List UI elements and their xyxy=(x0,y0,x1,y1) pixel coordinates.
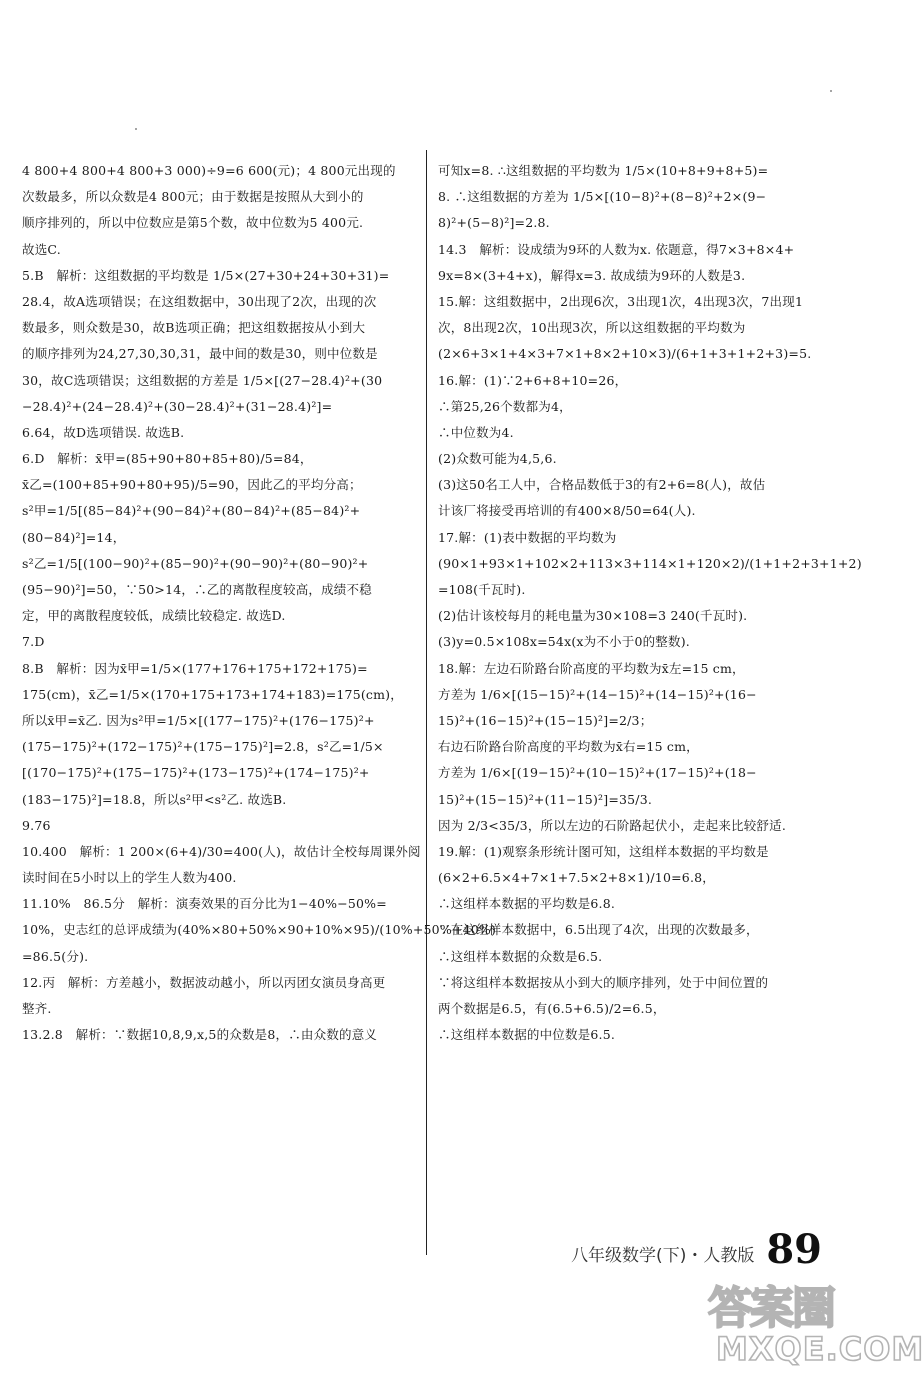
text-line: 次数最多，所以众数是4 800元；由于数据是按照从大到小的 xyxy=(22,189,364,205)
text-line: 因为 2/3<35/3，所以左边的石阶路起伏小，走起来比较舒适. xyxy=(438,817,787,833)
answer-entry xyxy=(438,525,862,656)
text-line: (175−175)²+(172−175)²+(175−175)²]=2.8，s²乙=1/5× xyxy=(22,739,384,755)
text-line: s²乙=1/5[(100−90)²+(85−90)²+(90−90)²+(80−90)²+ xyxy=(22,555,369,571)
text-line: 右边石阶路台阶高度的平均数为x̄右=15 cm， xyxy=(438,739,699,755)
text-line: (3)y=0.5×108x=54x(x为不小于0的整数). xyxy=(438,634,690,650)
text-line: 顺序排列的，所以中位数应是第5个数，故中位数为5 400元. xyxy=(22,215,364,231)
text-line: (6×2+6.5×4+7×1+7.5×2+8×1)/10=6.8， xyxy=(438,870,715,886)
text-line: 10.400 解析：1 200×(6+4)/30=400(人)，故估计全校每周课外阅 xyxy=(22,843,421,859)
answer-entry xyxy=(438,656,830,839)
watermark-logo xyxy=(708,1272,924,1382)
answer-entry xyxy=(22,1022,414,1048)
text-line: ∵在这组样本数据中，6.5出现了4次，出现的次数最多， xyxy=(438,922,759,938)
text-line: 30，故C选项错误；这组数据的方差是 1/5×[(27−28.4)²+(30 xyxy=(22,372,383,388)
text-line: 12.丙 解析：方差越小，数据波动越小，所以丙团女演员身高更 xyxy=(22,974,386,990)
text-line: 9.76 xyxy=(22,817,51,833)
text-line: =86.5(分). xyxy=(22,948,89,964)
text-line: s²甲=1/5[(85−84)²+(90−84)²+(80−84)²+(85−84)²+ xyxy=(22,503,361,519)
text-line: 16.解：(1)∵2+6+8+10=26， xyxy=(438,372,628,388)
text-line: ∴第25,26个数都为4， xyxy=(438,398,572,414)
answer-entry xyxy=(22,263,414,446)
text-line: 15.解：这组数据中，2出现6次，3出现1次，4出现3次，7出现1 xyxy=(438,293,804,309)
text-line: =108(千瓦时). xyxy=(438,582,526,597)
text-line: 所以x̄甲=x̄乙. 因为s²甲=1/5×[(177−175)²+(176−175)²+ xyxy=(22,712,375,728)
answer-entry xyxy=(22,158,414,263)
text-line: (3)这50名工人中，合格品数低于3的有2+6=8(人)，故估 xyxy=(438,477,766,493)
text-line: 15)²+(16−15)²+(15−15)²]=2/3； xyxy=(438,712,653,728)
text-line: [(170−175)²+(175−175)²+(173−175)²+(174−175)²+ xyxy=(22,765,370,781)
text-line: 11.10% 86.5分 解析：演奏效果的百分比为1−40%−50%= xyxy=(22,896,387,912)
answer-entry xyxy=(438,289,830,368)
text-line: 故选C. xyxy=(22,241,61,257)
text-line: 28.4，故A选项错误；在这组数据中，30出现了2次，出现的次 xyxy=(22,293,377,309)
text-line: 9x=8×(3+4+x)，解得x=3. 故成绩为9环的人数是3. xyxy=(438,267,746,283)
text-line: −28.4)²+(24−28.4)²+(30−28.4)²+(31−28.4)²]= xyxy=(22,398,333,414)
column-divider xyxy=(426,150,427,1255)
text-line: 15)²+(15−15)²+(11−15)²]=35/3. xyxy=(438,791,653,807)
text-line: 7.D xyxy=(22,634,45,650)
right-column xyxy=(438,158,862,1048)
page-footer xyxy=(571,1226,822,1273)
text-line: 18.解：左边石阶路台阶高度的平均数为x̄左=15 cm， xyxy=(438,660,745,676)
text-line: 175(cm)，x̄乙=1/5×(170+175+173+174+183)=175(cm)， xyxy=(22,686,403,702)
answer-entry xyxy=(22,813,414,839)
answer-entry xyxy=(22,839,421,891)
scan-dot xyxy=(135,128,137,130)
answer-entry xyxy=(22,446,414,629)
text-line: 两个数据是6.5，有(6.5+6.5)/2=6.5， xyxy=(438,1001,666,1016)
answer-entry xyxy=(22,656,414,813)
book-title: 八年级数学(下)・人教版 xyxy=(571,1246,755,1266)
watermark-cn: 答案圈 xyxy=(708,1283,834,1334)
text-line: (90×1+93×1+102×2+113×3+114×1+120×2)/(1+1+2+3+1+2) xyxy=(438,555,862,571)
text-line: ∵将这组样本数据按从小到大的顺序排列，处于中间位置的 xyxy=(438,974,769,990)
text-line: 8)²+(5−8)²]=2.8. xyxy=(438,215,550,231)
text-line: 次，8出现2次，10出现3次，所以这组数据的平均数为 xyxy=(438,320,746,336)
text-line: 方差为 1/6×[(15−15)²+(14−15)²+(14−15)²+(16− xyxy=(438,686,757,702)
text-line: ∴中位数为4. xyxy=(438,424,514,440)
text-line: (95−90)²]=50，∵50>14，∴乙的离散程度较高，成绩不稳 xyxy=(22,582,372,597)
text-line: 19.解：(1)观察条形统计图可知，这组样本数据的平均数是 xyxy=(438,843,769,859)
text-line: 整齐. xyxy=(22,1001,52,1016)
text-line: (2×6+3×1+4×3+7×1+8×2+10×3)/(6+1+3+1+2+3)=5. xyxy=(438,346,812,362)
text-line: (183−175)²]=18.8，所以s²甲<s²乙. 故选B. xyxy=(22,791,287,807)
text-line: ∴这组样本数据的众数是6.5. xyxy=(438,948,603,964)
text-line: 8. ∴这组数据的方差为 1/5×[(10−8)²+(8−8)²+2×(9− xyxy=(438,189,767,205)
text-line: 读时间在5小时以上的学生人数为400. xyxy=(22,870,237,886)
text-line: 4 800+4 800+4 800+3 000)÷9=6 600(元)；4 800元出现的 xyxy=(22,163,396,178)
answer-entry xyxy=(438,368,830,525)
answer-entry xyxy=(22,629,414,655)
text-line: 13.2.8 解析：∵数据10,8,9,x,5的众数是8，∴由众数的意义 xyxy=(22,1027,378,1043)
text-line: 定，甲的离散程度较低，成绩比较稳定. 故选D. xyxy=(22,608,286,624)
text-line: 14.3 解析：设成绩为9环的人数为x. 依题意，得7×3+8×4+ xyxy=(438,241,795,257)
text-line: 10%，史志红的总评成绩为(40%×80+50%×90+10%×95)/(10%+50%+40%) xyxy=(22,922,497,938)
answer-entry xyxy=(22,970,414,1022)
scan-dot xyxy=(830,90,832,92)
answer-entry xyxy=(438,158,830,237)
page-number: 89 xyxy=(766,1226,822,1273)
text-line: ∴这组样本数据的中位数是6.5. xyxy=(438,1027,616,1043)
text-line: 的顺序排列为24,27,30,30,31，最中间的数是30，则中位数是 xyxy=(22,346,378,362)
text-line: 计该厂将接受再培训的有400×8/50=64(人). xyxy=(438,503,696,519)
text-line: ∴这组样本数据的平均数是6.8. xyxy=(438,896,616,912)
watermark-en: MXQE.COM xyxy=(716,1330,924,1368)
text-line: (80−84)²]=14， xyxy=(22,529,126,545)
text-line: (2)众数可能为4,5,6. xyxy=(438,451,557,467)
text-line: 数最多，则众数是30，故B选项正确；把这组数据按从小到大 xyxy=(22,320,366,336)
text-line: 可知x=8. ∴这组数据的平均数为 1/5×(10+8+9+8+5)= xyxy=(438,163,769,178)
text-line: 5.B 解析：这组数据的平均数是 1/5×(27+30+24+30+31)= xyxy=(22,267,390,283)
text-line: 17.解：(1)表中数据的平均数为 xyxy=(438,529,617,545)
text-line: x̄乙=(100+85+90+80+95)/5=90，因此乙的平均分高； xyxy=(22,477,362,493)
text-line: 方差为 1/6×[(19−15)²+(10−15)²+(17−15)²+(18− xyxy=(438,765,757,781)
answer-entry xyxy=(22,891,497,970)
text-line: (2)估计该校每月的耗电量为30×108=3 240(千瓦时). xyxy=(438,608,748,624)
answer-entry xyxy=(438,237,830,289)
text-line: 8.B 解析：因为x̄甲=1/5×(177+176+175+172+175)= xyxy=(22,660,368,676)
text-line: 6.D 解析：x̄甲=(85+90+80+85+80)/5=84， xyxy=(22,451,313,467)
answer-entry xyxy=(438,839,830,1049)
text-line: 6.64，故D选项错误. 故选B. xyxy=(22,424,185,440)
